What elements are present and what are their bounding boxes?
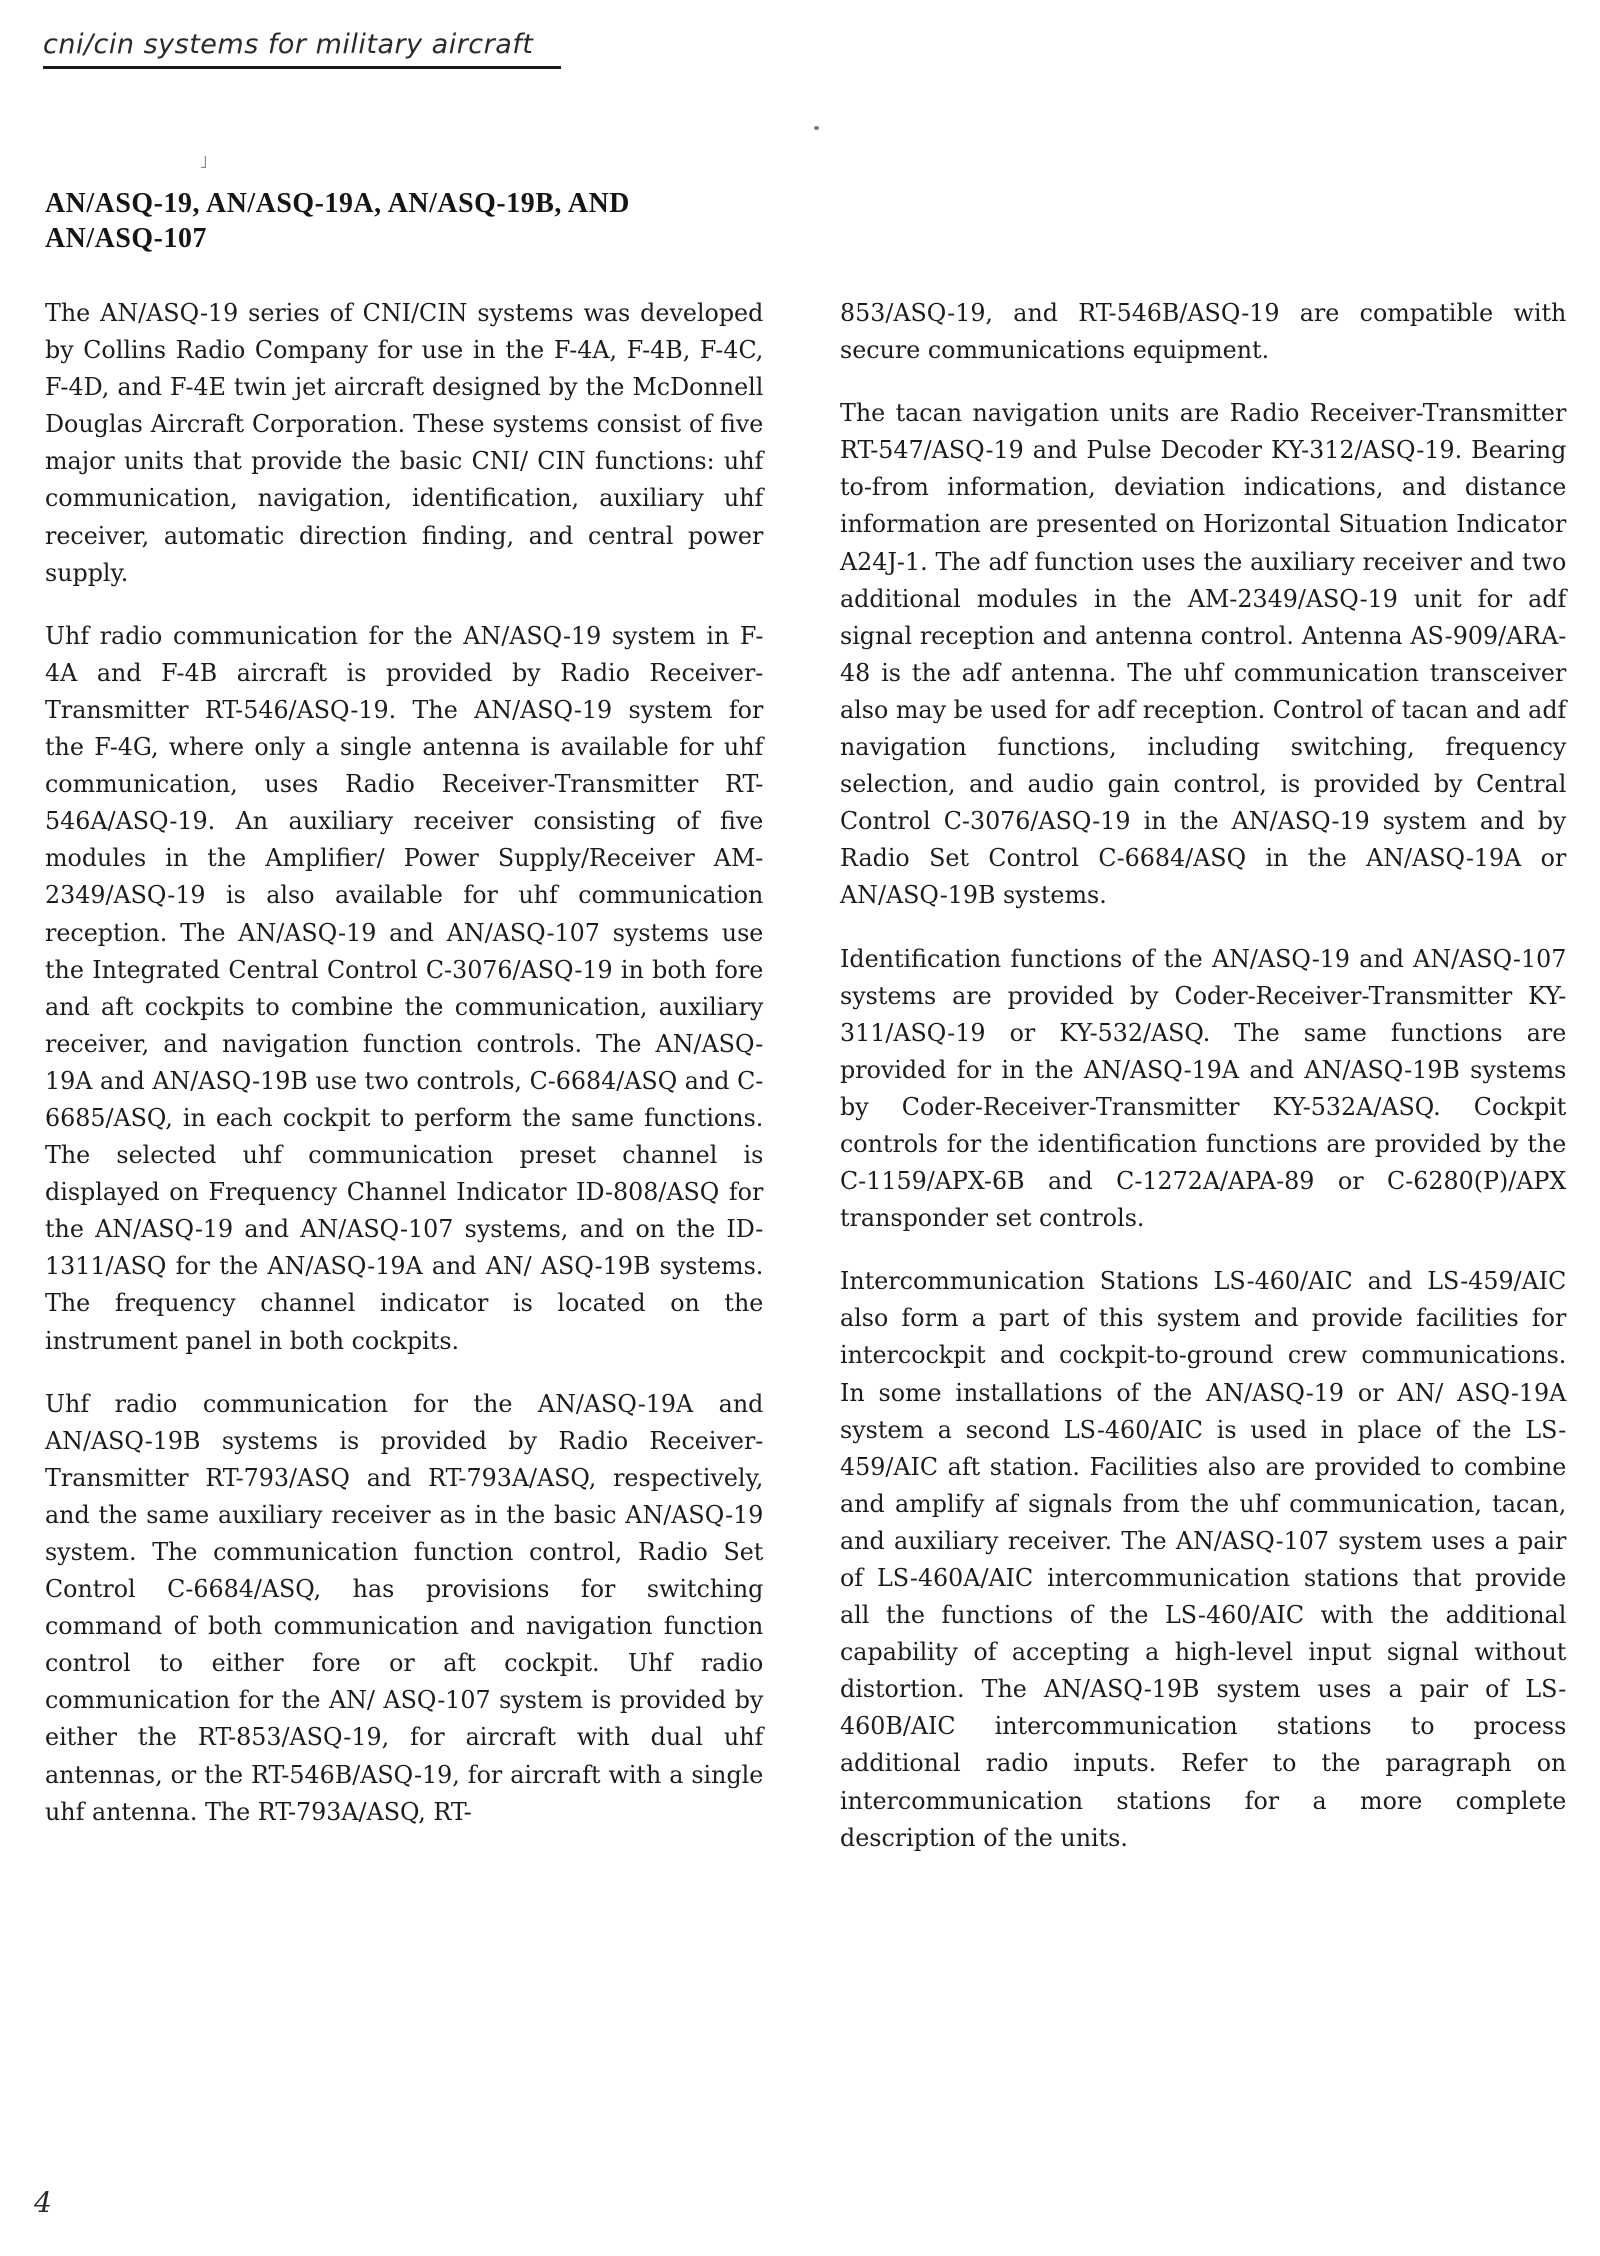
paragraph-intro: The AN/ASQ-19 series of CNI/CIN systems was developed by Collins Radio Company for use in the F-4A, F-4B, F-4C, F-4D, and F-4E twin jet aircraft designed by the McDonnell Douglas Aircraft Corporation. These systems consist of five major units that provide the basic CNI/ CIN functions: uhf communication, navigation, identification, auxiliary uhf receiver, automatic direction finding, and central power supply.	[45, 298, 764, 587]
paragraph-intercom: Intercommunication Stations LS-460/AIC and LS-459/AIC also form a part of this system and provide facilities for intercockpit and cockpit-to-ground crew communications. In some installations of the AN/ASQ-19 or AN/ ASQ-19A system a second LS-460/AIC is used in place of the LS-459/AIC aft station. Facilities also are provided to combine and amplify af signals from the uhf communication, tacan, and auxiliary receiver. The AN/ASQ-107 system uses a pair of LS-460A/AIC intercommunication stations that provide all the functions of the LS-460/AIC with the additional capability of accepting a high-level input signal without distortion. The AN/ASQ-19B system uses a pair of LS-460B/AIC intercommunication stations to process additional radio inputs. Refer to the paragraph on intercommunication stations for a more complete description of the units.	[840, 1266, 1567, 1852]
left-column	[45, 294, 764, 1856]
paragraph-secure-comms: 853/ASQ-19, and RT-546B/ASQ-19 are compatible with secure communications equipment.	[840, 298, 1567, 365]
paragraph-uhf-asq19: Uhf radio communication for the AN/ASQ-19 system in F-4A and F-4B aircraft is provided by Radio Receiver-Transmitter RT-546/ASQ-19. The AN/ASQ-19 system for the F-4G, where only a single antenna is available for uhf communication, uses Radio Receiver-Transmitter RT-546A/ASQ-19. An auxiliary receiver consisting of five modules in the Amplifier/ Power Supply/Receiver AM-2349/ASQ-19 is also available for uhf communication reception. The AN/ASQ-19 and AN/ASQ-107 systems use the Integrated Central Control C-3076/ASQ-19 in both fore and aft cockpits to combine the communication, auxiliary receiver, and navigation function controls. The AN/ASQ-19A and AN/ASQ-19B use two controls, C-6684/ASQ and C-6685/ASQ, in each cockpit to perform the same functions. The selected uhf communication preset channel is displayed on Frequency Channel Indicator ID-808/ASQ for the AN/ASQ-19 and AN/ASQ-107 systems, and on the ID-1311/ASQ for the AN/ASQ-19A and AN/ ASQ-19B systems. The frequency channel indicator is located on the instrument panel in both cockpits.	[45, 620, 764, 1355]
paragraph-identification: Identification functions of the AN/ASQ-19 and AN/ASQ-107 systems are provided by Coder-Receiver-Transmitter KY-311/ASQ-19 or KY-532/ASQ. The same functions are provided for in the AN/ASQ-19A and AN/ASQ-19B systems by Coder-Receiver-Transmitter KY-532A/ASQ. Cockpit controls for the identification functions are provided by the C-1159/APX-6B and C-1272A/APA-89 or C-6280(P)/APX transponder set controls.	[840, 943, 1567, 1233]
stray-pen-mark: ˩	[199, 152, 208, 173]
paragraph-tacan-adf: The tacan navigation units are Radio Receiver-Transmitter RT-547/ASQ-19 and Pulse Decoder KY-312/ASQ-19. Bearing to-from information, deviation indications, and distance information are presented on Horizontal Situation Indicator A24J-1. The adf function uses the auxiliary receiver and two additional modules in the AM-2349/ASQ-19 unit for adf signal reception and antenna control. Antenna AS-909/ARA-48 is the adf antenna. The uhf communication transceiver also may be used for adf reception. Control of tacan and adf navigation functions, including switching, frequency selection, and audio gain control, is provided by Central Control C-3076/ASQ-19 in the AN/ASQ-19 system and by Radio Set Control C-6684/ASQ in the AN/ASQ-19A or AN/ASQ-19B systems.	[840, 398, 1567, 910]
running-head: cni/cin systems for military aircraft	[43, 29, 534, 60]
section-title: AN/ASQ-19, AN/ASQ-19A, AN/ASQ-19B, AND AN/ASQ-107	[45, 187, 630, 254]
right-column	[840, 294, 1567, 1882]
running-head-rule	[43, 66, 561, 69]
stray-ink-dot	[814, 126, 819, 130]
paragraph-uhf-asq19a-b: Uhf radio communication for the AN/ASQ-19A and AN/ASQ-19B systems is provided by Radio Receiver-Transmitter RT-793/ASQ and RT-793A/ASQ, respectively, and the same auxiliary receiver as in the basic AN/ASQ-19 system. The communication function control, Radio Set Control C-6684/ASQ, has provisions for switching command of both communication and navigation function control to either fore or aft cockpit. Uhf radio communication for the AN/ ASQ-107 system is provided by either the RT-853/ASQ-19, for aircraft with dual uhf antennas, or the RT-546B/ASQ-19, for aircraft with a single uhf antenna. The RT-793A/ASQ, RT-	[45, 1388, 764, 1826]
page-number: 4	[34, 2186, 52, 2219]
